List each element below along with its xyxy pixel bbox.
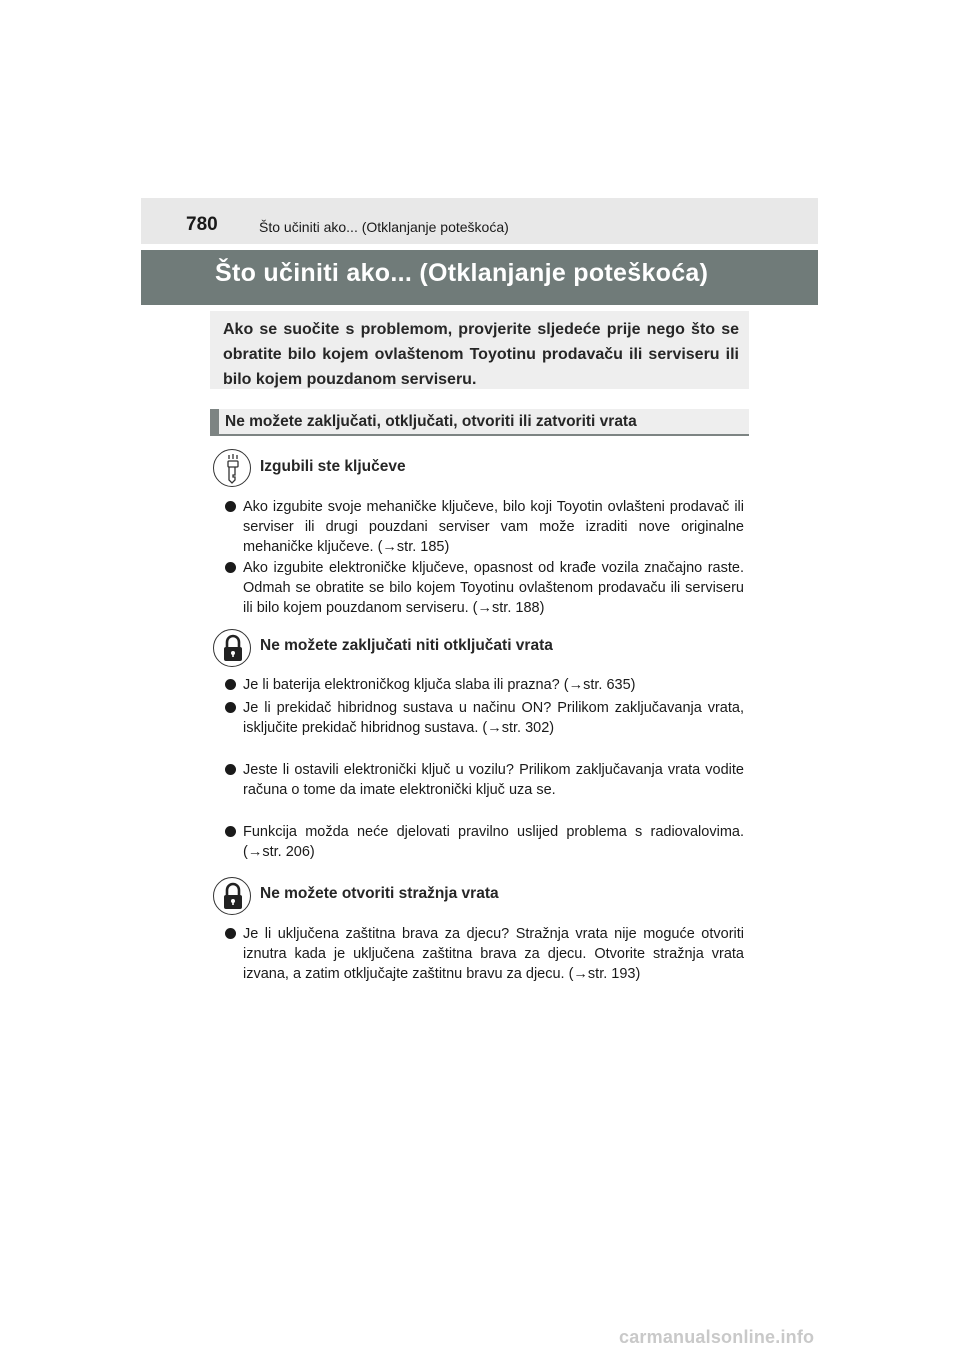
key-icon xyxy=(213,449,251,487)
running-title: Što učiniti ako... (Otklanjanje poteškoća) xyxy=(259,219,509,235)
bullet-dot xyxy=(225,826,236,837)
intro-box xyxy=(210,311,749,389)
bullet-text: Jeste li ostavili elektronički ključ u vozilu? Prilikom zaključavanja vrata vodite računa o tome da imate elektronički ključ uza se. xyxy=(243,762,744,798)
bullet-text: Je li prekidač hibridnog sustava u načinu ON? Prilikom zaključavanja vrata, isključite prekidač hibridnog sustava. (→str. 302) xyxy=(243,700,744,736)
page-title: Što učiniti ako... (Otklanjanje poteškoća) xyxy=(215,259,709,287)
watermark: carmanualsonline.info xyxy=(619,1327,815,1347)
bullet-dot xyxy=(225,562,236,573)
bullet-text: Je li uključena zaštitna brava za djecu? Stražnja vrata nije moguće otvoriti iznutra kada je uključena zaštitna brava za djecu. Otvorite stražnja vrata izvana, a zatim otključajte zaštitnu bravu za djecu. (→str. 193) xyxy=(243,926,744,982)
section-heading-text: Ne možete zaključati, otključati, otvoriti ili zatvoriti vrata xyxy=(225,413,637,430)
bullet-dot xyxy=(225,928,236,939)
intro-text: Ako se suočite s problemom, provjerite sljedeće prije nego što se obratite bilo kojem ovlaštenom Toyotinu prodavaču ili serviseru ili bilo kojem pouzdanom serviseru. xyxy=(223,321,739,388)
lock-icon xyxy=(213,629,251,667)
lock-icon xyxy=(213,877,251,915)
bullet-dot xyxy=(225,679,236,690)
subsection-title-cannot-open-rear-doors: Ne možete otvoriti stražnja vrata xyxy=(260,885,499,902)
bullet-dot xyxy=(225,702,236,713)
section-heading xyxy=(210,409,749,436)
subsection-title-cannot-lock: Ne možete zaključati niti otključati vrata xyxy=(260,637,553,654)
bullet-text: Je li baterija elektroničkog ključa slaba ili prazna? (→str. 635) xyxy=(243,677,636,693)
bullet-text: Ako izgubite svoje mehaničke ključeve, bilo koji Toyotin ovlašteni prodavač ili serviser ili drugi pouzdani serviser vam može izraditi nove originalne mehaničke ključeve. (→str. 185) xyxy=(243,499,744,555)
bullet-dot xyxy=(225,501,236,512)
bullet-dot xyxy=(225,764,236,775)
subsection-title-lost-keys: Izgubili ste ključeve xyxy=(260,458,406,475)
page-number: 780 xyxy=(186,214,218,235)
bullet-text: Ako izgubite elektroničke ključeve, opasnost od krađe vozila značajno raste. Odmah se obratite se bilo kojem Toyotinu ovlaštenom prodavaču ili serviseru ili bilo kojem pouzdanom serviseru. (→str. 188) xyxy=(243,560,744,616)
bullet-text: Funkcija možda neće djelovati pravilno uslijed problema s radiovalovima. (→str. 206) xyxy=(243,824,744,860)
